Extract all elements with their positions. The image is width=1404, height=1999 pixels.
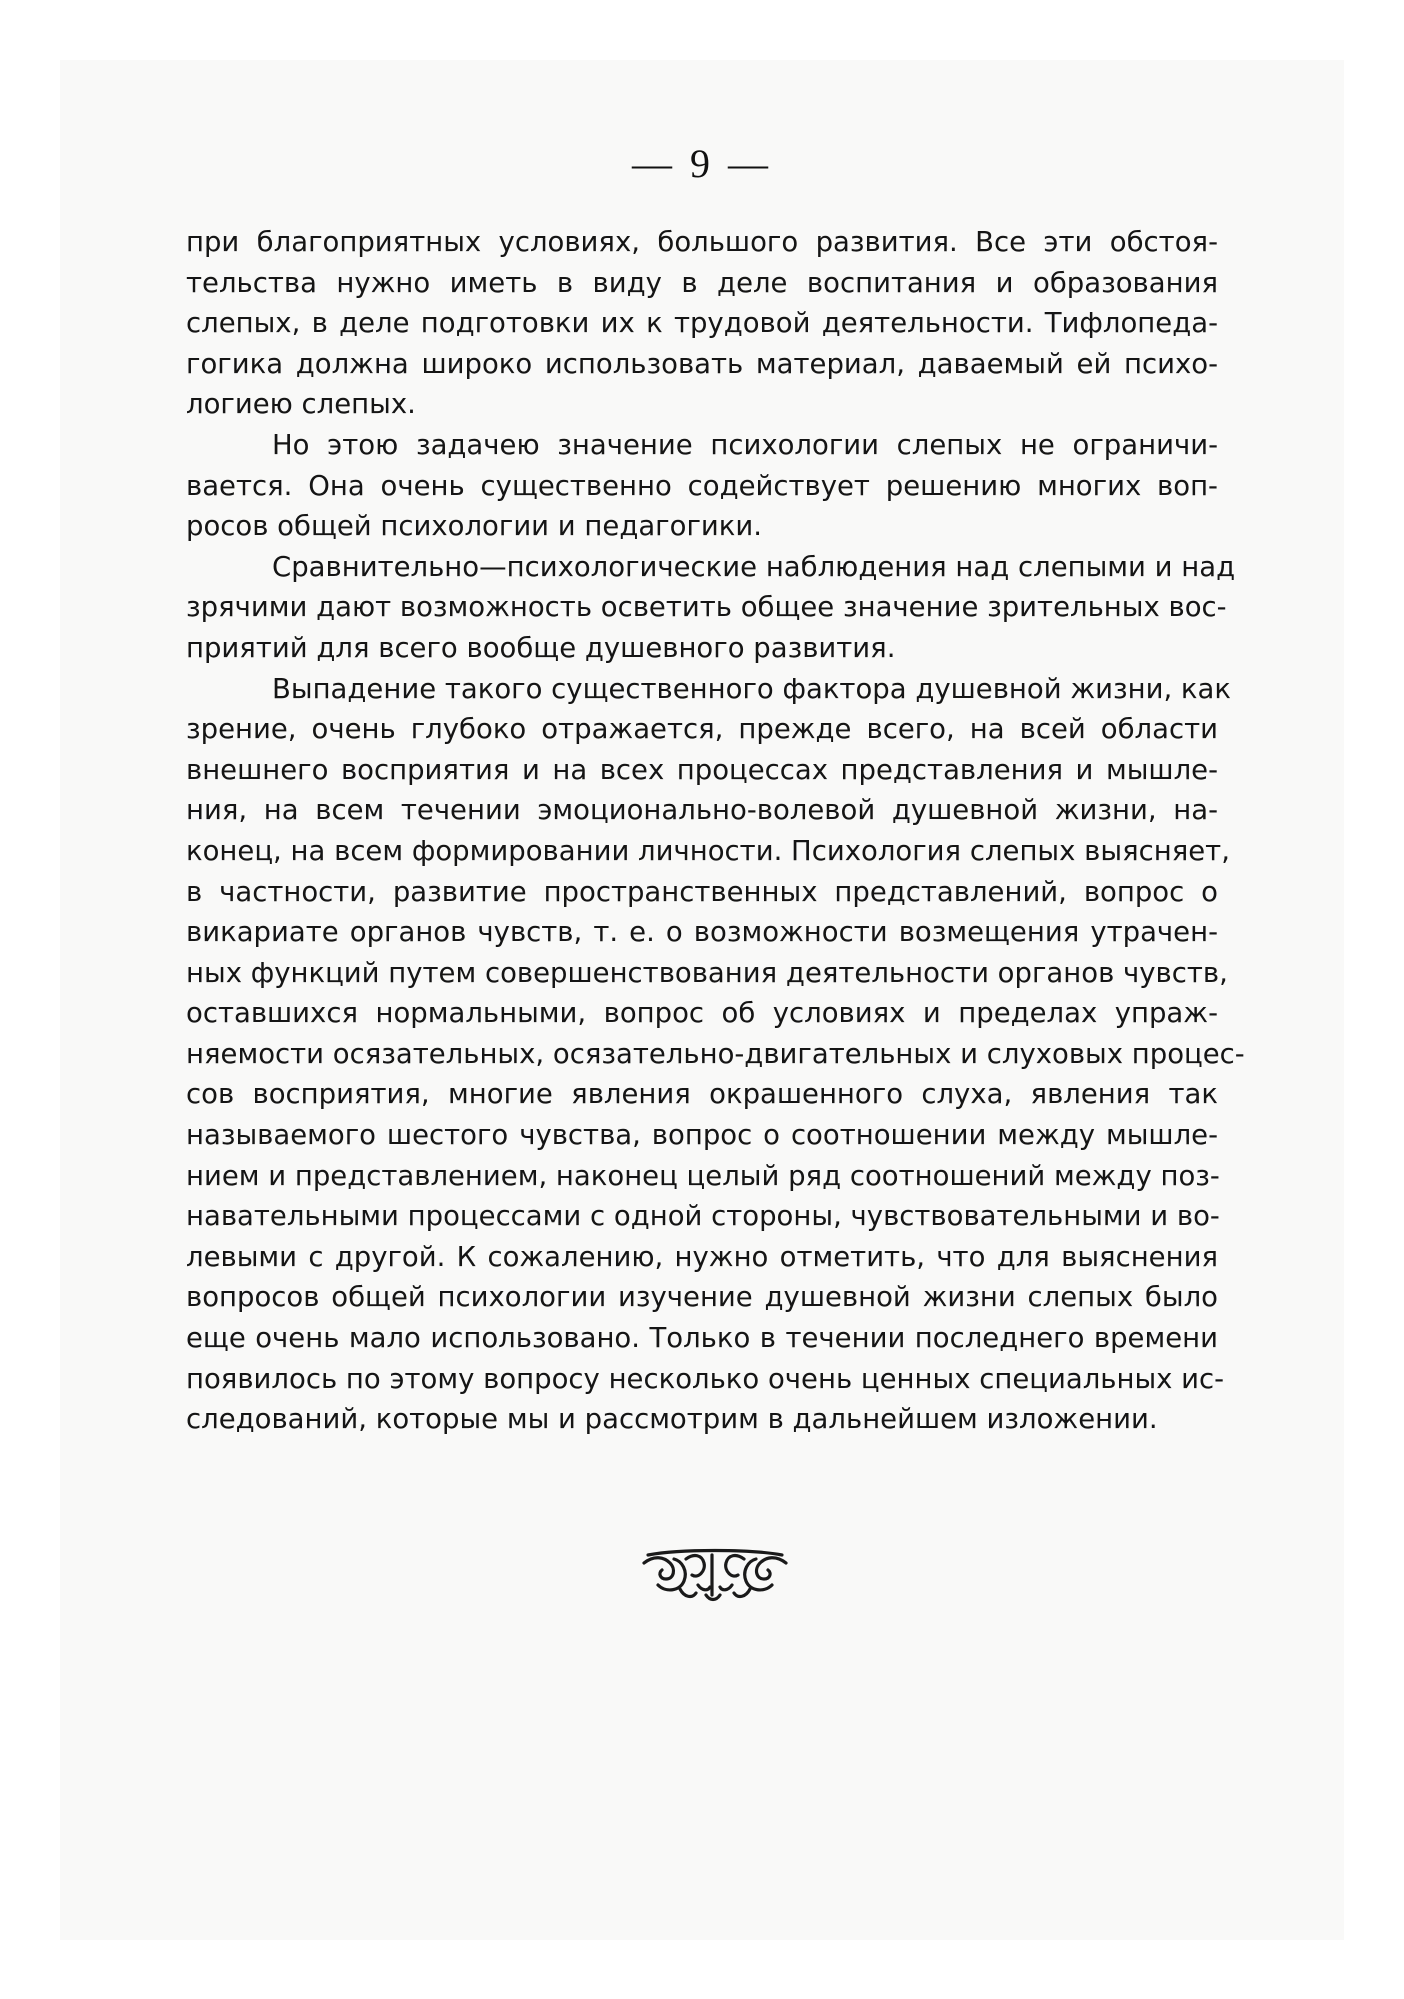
text-line: внешнего восприятия и на всех процессах представления и мышле- xyxy=(186,753,1218,786)
text-line: вается. Она очень существенно содействует решению многих воп- xyxy=(186,469,1218,502)
text-line: ных функций путем совершенствования деятельности органов чувств, xyxy=(186,956,1228,989)
text-line: зрение, очень глубоко отражается, прежде всего, на всей области xyxy=(186,713,1218,746)
text-line: еще очень мало использовано. Только в течении последнего времени xyxy=(186,1322,1218,1355)
page-number: — 9 — xyxy=(632,141,772,186)
text-line: слепых, в деле подготовки их к трудовой деятельности. Тифлопеда- xyxy=(186,307,1218,340)
text-line: оставшихся нормальными, вопрос об условиях и пределах упраж- xyxy=(186,997,1218,1030)
text-line: Но этою задачею значение психологии слепых не ограничи- xyxy=(272,428,1218,461)
text-line: логиею слепых. xyxy=(186,388,416,421)
text-line: тельства нужно иметь в виду в деле воспитания и образования xyxy=(186,266,1218,299)
text-line: Сравнительно—психологические наблюдения над слепыми и над xyxy=(272,550,1236,583)
text-line: вопросов общей психологии изучение душевной жизни слепых было xyxy=(186,1281,1218,1314)
text-line: сов восприятия, многие явления окрашенного слуха, явления так xyxy=(186,1078,1218,1111)
text-line: в частности, развитие пространственных представлений, вопрос о xyxy=(186,875,1218,908)
paragraph-3 xyxy=(186,547,1236,669)
text-line: ния, на всем течении эмоционально-волевой душевной жизни, на- xyxy=(186,794,1218,827)
decorative-ornament-icon xyxy=(640,1545,790,1605)
text-line: навательными процессами с одной стороны, чувствовательными и во- xyxy=(186,1200,1220,1233)
text-line: конец, на всем формировании личности. Психология слепых выясняет, xyxy=(186,834,1230,867)
text-line: левыми с другой. К сожалению, нужно отметить, что для выяснения xyxy=(186,1240,1218,1273)
text-line: появилось по этому вопросу несколько очень ценных специальных ис- xyxy=(186,1362,1225,1395)
text-line: нием и представлением, наконец целый ряд соотношений между поз- xyxy=(186,1159,1220,1192)
text-line: викариате органов чувств, т. е. о возможности возмещения утрачен- xyxy=(186,916,1218,949)
text-line: следований, которые мы и рассмотрим в дальнейшем изложении. xyxy=(186,1403,1158,1436)
text-line: няемости осязательных, осязательно-двигательных и слуховых процес- xyxy=(186,1037,1245,1070)
text-line: Выпадение такого существенного фактора душевной жизни, как xyxy=(272,672,1231,705)
text-line: называемого шестого чувства, вопрос о соотношении между мышле- xyxy=(186,1119,1218,1152)
text-line: гогика должна широко использовать материал, даваемый ей психо- xyxy=(186,347,1218,380)
paragraph-2 xyxy=(186,425,1218,547)
text-line: зрячими дают возможность осветить общее значение зрительных вос- xyxy=(186,591,1227,624)
paragraph-4 xyxy=(186,669,1245,1440)
body-text xyxy=(186,222,1245,1440)
text-line: приятий для всего вообще душевного развития. xyxy=(186,631,896,664)
paragraph-1 xyxy=(186,222,1218,425)
text-line: при благоприятных условиях, большого развития. Все эти обстоя- xyxy=(186,226,1218,258)
text-line: росов общей психологии и педагогики. xyxy=(186,510,762,543)
